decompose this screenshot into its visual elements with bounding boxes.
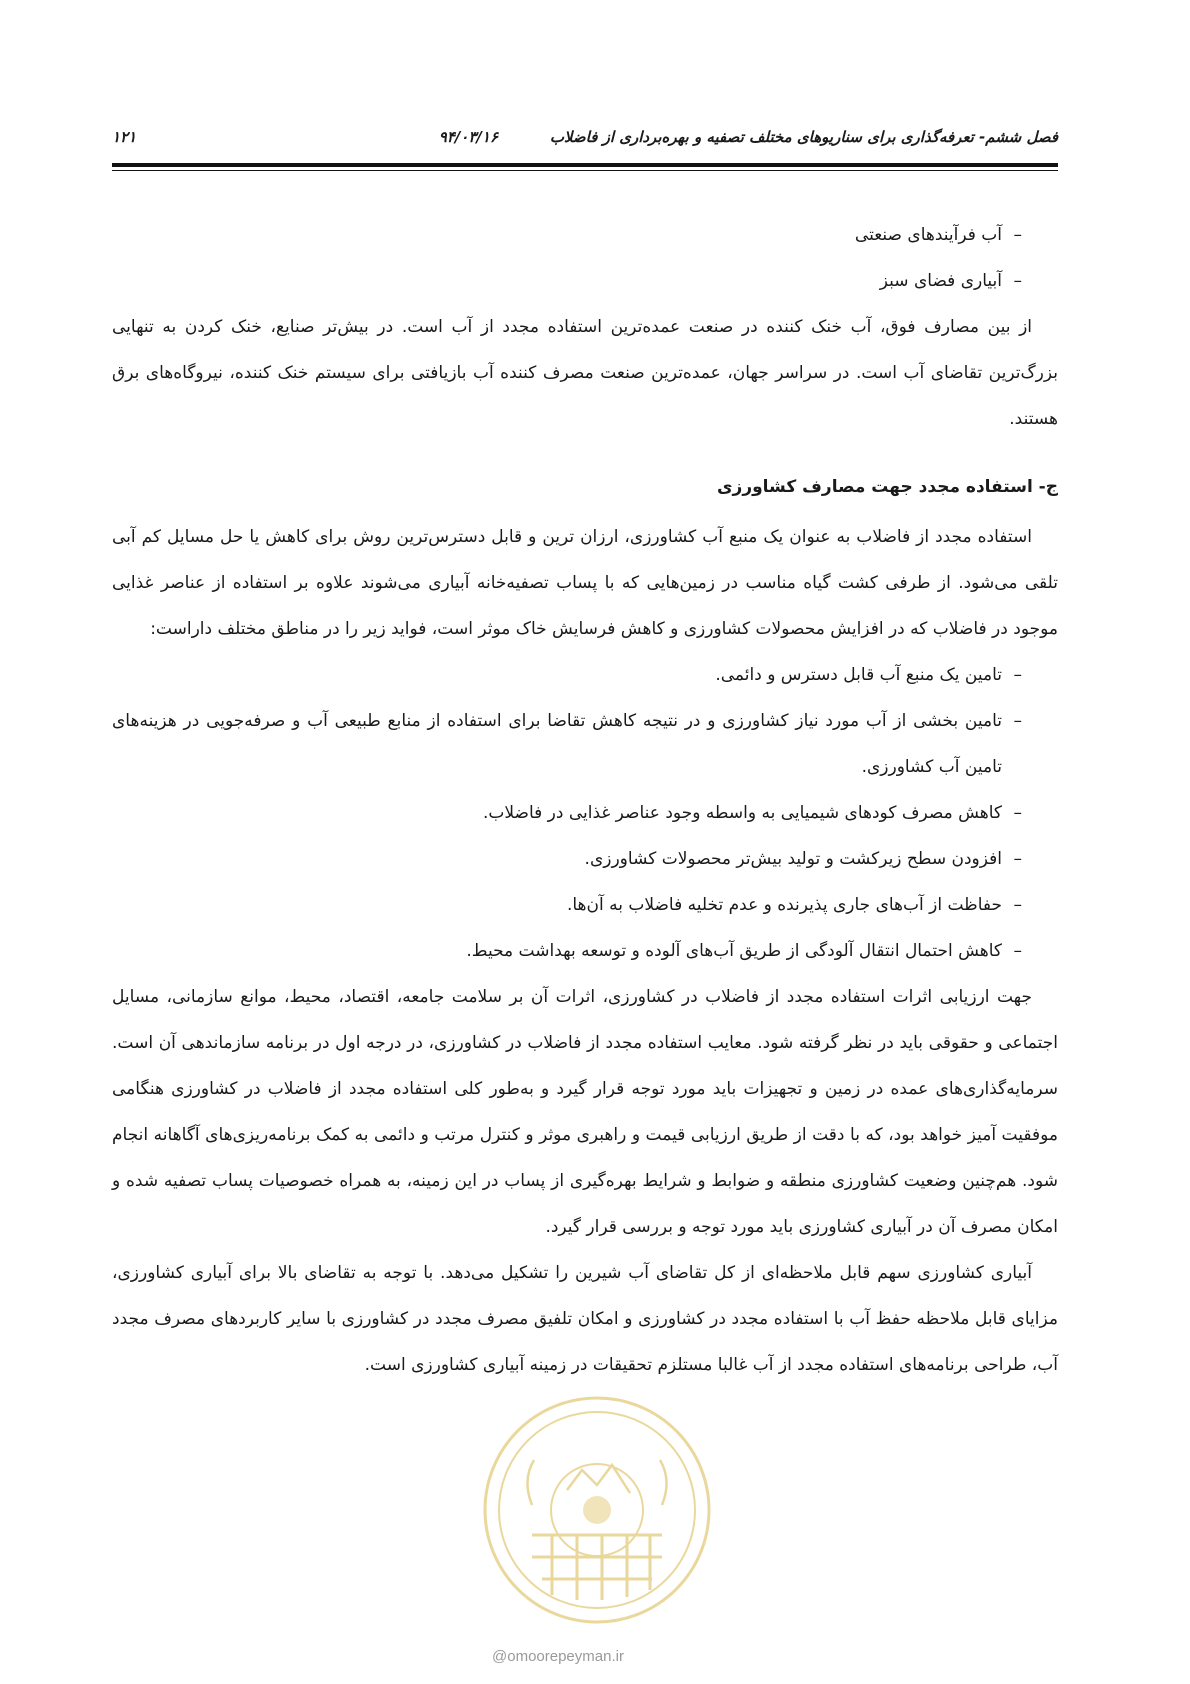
page-body bbox=[112, 212, 1058, 1388]
bullet-item: – آب فرآیندهای صنعتی bbox=[112, 212, 1058, 258]
paragraph-agricultural-reuse: استفاده مجدد از فاضلاب به عنوان یک منبع آب کشاورزی، ارزان ترین و قابل دسترس‌ترین روش برای کاهش یا حل مسایل کم آبی تلقی می‌شود. از طرفی کشت گیاه مناسب در زمین‌هایی که با پساب تصفیه‌خانه آبیاری می‌شوند علاوه بر استفاده از عناصر غذایی موجود در فاضلاب که در افزایش محصولات کشاورزی و کاهش فرسایش خاک موثر است، فواید زیر را در مناطق مختلف داراست: bbox=[112, 527, 1058, 639]
header-rule-thick bbox=[112, 163, 1058, 167]
paragraph-irrigation-demand: آبیاری کشاورزی سهم قابل ملاحظه‌ای از کل تقاضای آب شیرین را تشکیل می‌دهد. با توجه به تقاضای بالا برای آبیاری کشاورزی، مزایای قابل ملاحظه حفظ آب با استفاده مجدد در کشاورزی و امکان تلفیق مصرف مجدد در کشاورزی با سایر کاربردهای مصرف مجدد آب، طراحی برنامه‌های استفاده مجدد از آب غالبا مستلزم تحقیقات در زمینه آبیاری کشاورزی است. bbox=[112, 1263, 1058, 1375]
bullet-item: – تامین بخشی از آب مورد نیاز کشاورزی و در نتیجه کاهش تقاضا برای استفاده از منابع طبیعی آب و صرفه‌جویی در هزینه‌های تامین آب کشاورزی. bbox=[112, 698, 1058, 790]
page-number: ۱۲۱ bbox=[112, 128, 137, 146]
watermark-seal-icon bbox=[472, 1385, 722, 1635]
header-date: ۹۴/۰۳/۱۶ bbox=[438, 128, 498, 146]
bullet-item: – افزودن سطح زیرکشت و تولید بیش‌تر محصولات کشاورزی. bbox=[112, 836, 1058, 882]
bullet-item: – تامین یک منبع آب قابل دسترس و دائمی. bbox=[112, 652, 1058, 698]
watermark-url bbox=[492, 1648, 624, 1665]
bullet-item: – آبیاری فضای سبز bbox=[112, 258, 1058, 304]
page-header bbox=[112, 128, 1058, 156]
bullet-item: – کاهش مصرف کودهای شیمیایی به واسطه وجود عناصر غذایی در فاضلاب. bbox=[112, 790, 1058, 836]
paragraph-cooling-water: از بین مصارف فوق، آب خنک کننده در صنعت عمده‌ترین استفاده مجدد از آب است. در بیش‌تر صنایع، خنک کردن به تنهایی بزرگ‌ترین تقاضای آب است. در سراسر جهان، عمده‌ترین صنعت مصرف کننده آب بازیافتی برای سیستم خنک کننده، نیروگاه‌های برق هستند. bbox=[112, 317, 1058, 429]
bullet-item: – کاهش احتمال انتقال آلودگی از طریق آب‌های آلوده و توسعه بهداشت محیط. bbox=[112, 928, 1058, 974]
paragraph-evaluation: جهت ارزیابی اثرات استفاده مجدد از فاضلاب در کشاورزی، اثرات آن بر سلامت جامعه، اقتصاد، محیط، موانع سازمانی، مسایل اجتماعی و حقوقی باید در نظر گرفته شود. معایب استفاده مجدد از فاضلاب در کشاورزی، در درجه اول در برنامه سازماندهی آن است. سرمایه‌گذاری‌های عمده در زمین و تجهیزات باید مورد توجه قرار گیرد و به‌طور کلی استفاده مجدد از فاضلاب در کشاورزی هنگامی موفقیت آمیز خواهد بود، که با دقت از طریق ارزیابی قیمت و راهبری موثر و کنترل مرتب و دائمی به کمک برنامه‌ریزی‌های آگاهانه انجام شود. هم‌چنین وضعیت کشاورزی منطقه و ضوابط و شرایط بهره‌گیری از پساب در این زمینه، به همراه خصوصیات پساب تصفیه شده و امکان مصرف آن در آبیاری کشاورزی باید مورد توجه و بررسی قرار گیرد. bbox=[112, 987, 1058, 1237]
header-rule-thin bbox=[112, 170, 1058, 171]
section-heading: ج- استفاده مجدد جهت مصارف کشاورزی bbox=[716, 477, 1058, 497]
bullet-item: – حفاظت از آب‌های جاری پذیرنده و عدم تخلیه فاضلاب به آن‌ها. bbox=[112, 882, 1058, 928]
watermark-url-text: omoorepeyman.ir bbox=[507, 1648, 624, 1665]
at-icon: @ bbox=[492, 1648, 508, 1665]
header-title: فصل ششم- تعرفه‌گذاری برای سناریوهای مختلف تصفیه و بهره‌برداری از فاضلاب bbox=[549, 128, 1058, 146]
